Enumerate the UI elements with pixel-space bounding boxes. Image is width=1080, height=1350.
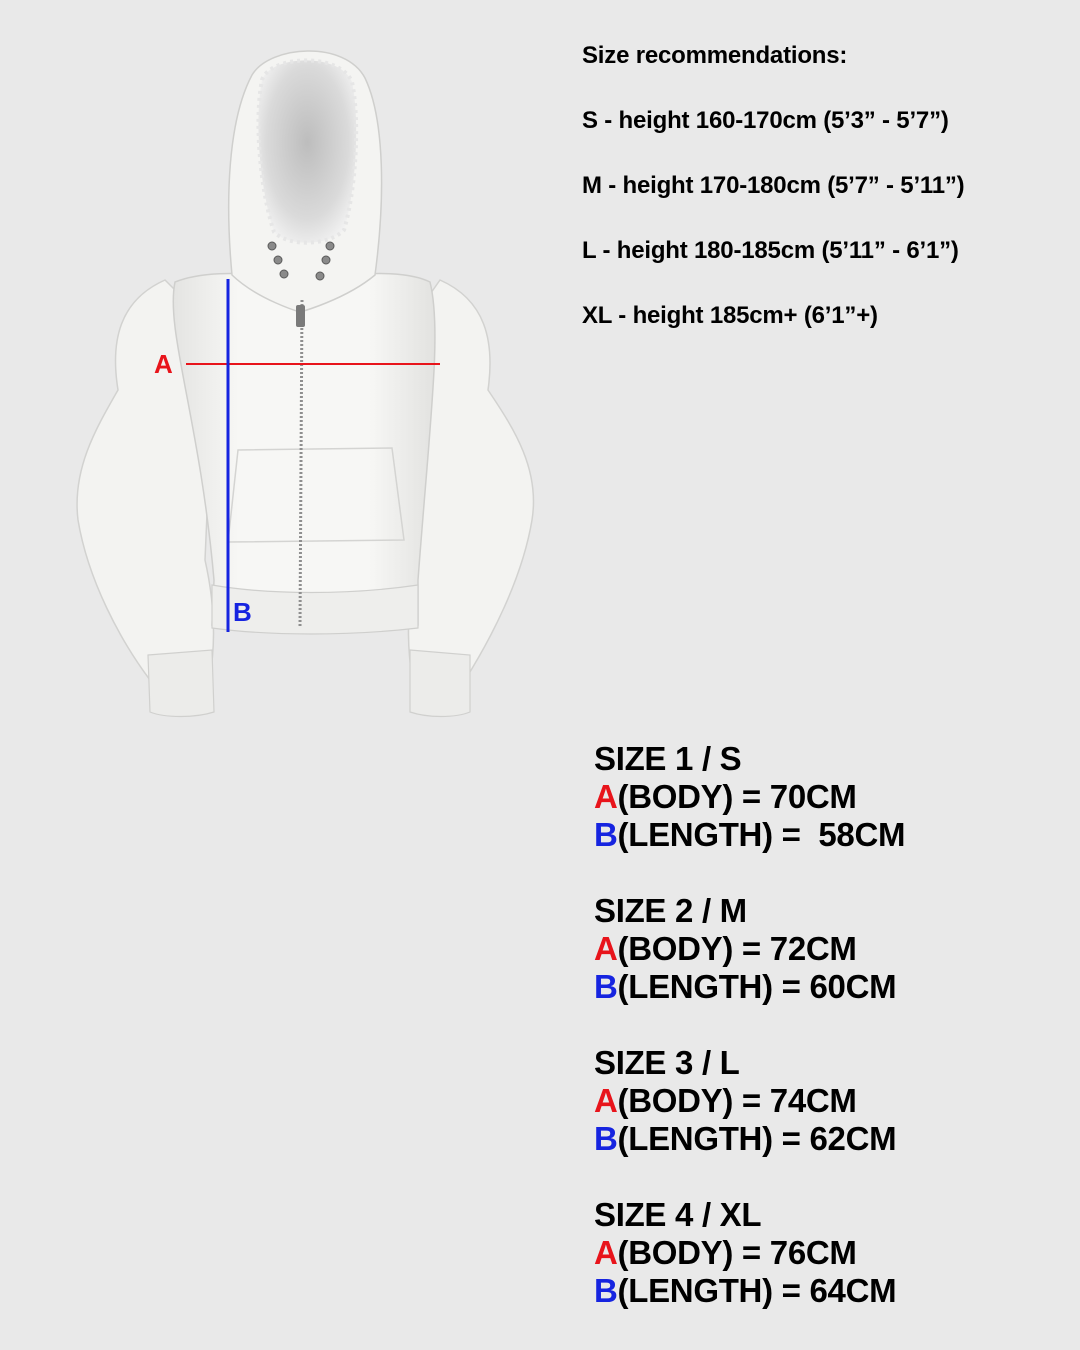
size-heading: SIZE 2 / M: [594, 892, 747, 929]
measure-a-letter: A: [594, 778, 618, 815]
measure-b-letter: B: [594, 968, 618, 1005]
measure-b-letter: B: [594, 1272, 618, 1309]
hoodie-body-group: [77, 51, 533, 717]
length-measurement: [594, 816, 905, 854]
body-value: (BODY) = 76CM: [617, 1234, 857, 1271]
body-measurement: [594, 778, 905, 816]
right-cuff: [410, 650, 470, 717]
hoodie-illustration: [60, 30, 560, 730]
size-block-s: [594, 740, 905, 892]
measure-a-letter: A: [594, 1234, 618, 1271]
recommendations-title: Size recommendations:: [582, 42, 848, 69]
measure-a-letter: A: [594, 1082, 618, 1119]
measure-b-label: B: [233, 597, 252, 627]
length-measurement: [594, 1272, 905, 1310]
size-chart: [594, 740, 905, 1348]
size-block-xl: [594, 1196, 905, 1348]
size-heading: SIZE 1 / S: [594, 740, 742, 777]
recommendation-m: M - height 170-180cm (5’7” - 5’11”): [582, 172, 965, 199]
body-value: (BODY) = 72CM: [617, 930, 857, 967]
body-value: (BODY) = 70CM: [617, 778, 857, 815]
body-measurement: [594, 930, 905, 968]
measure-a-letter: A: [594, 930, 618, 967]
length-value: (LENGTH) = 58CM: [617, 816, 906, 853]
body-value: (BODY) = 74CM: [617, 1082, 857, 1119]
left-cuff: [148, 650, 214, 717]
measure-a-label: A: [154, 349, 173, 379]
measure-b-letter: B: [594, 816, 618, 853]
recommendation-xl: XL - height 185cm+ (6’1”+): [582, 302, 878, 329]
size-heading: SIZE 3 / L: [594, 1044, 740, 1081]
length-measurement: [594, 968, 905, 1006]
length-value: (LENGTH) = 64CM: [617, 1272, 897, 1309]
body-measurement: [594, 1234, 905, 1272]
hood-fur-lining: [258, 60, 356, 242]
measure-b-letter: B: [594, 1120, 618, 1157]
size-recommendations: [582, 41, 964, 366]
body-measurement: [594, 1082, 905, 1120]
length-value: (LENGTH) = 60CM: [617, 968, 897, 1005]
size-block-l: [594, 1044, 905, 1196]
zipper-pull: [296, 305, 305, 327]
size-heading: SIZE 4 / XL: [594, 1196, 762, 1233]
length-measurement: [594, 1120, 905, 1158]
recommendation-l: L - height 180-185cm (5’11” - 6’1”): [582, 237, 959, 264]
length-value: (LENGTH) = 62CM: [617, 1120, 897, 1157]
recommendation-s: S - height 160-170cm (5’3” - 5’7”): [582, 107, 949, 134]
size-block-m: [594, 892, 905, 1044]
